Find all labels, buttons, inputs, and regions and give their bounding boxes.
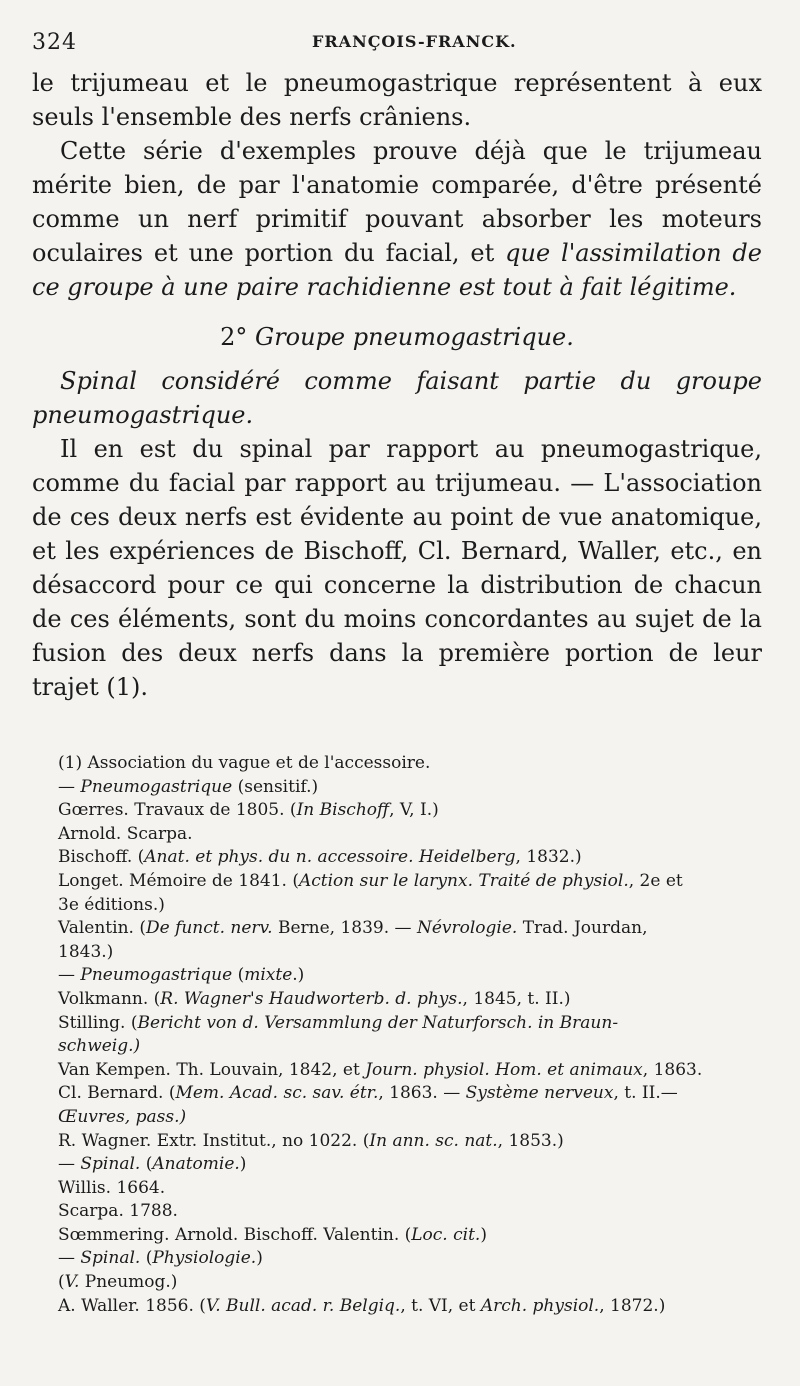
paragraph-3: Il en est du spinal par rapport au pneumogastrique, comme du facial par rapport au trijumeau. — L'association de ces deux nerfs est évidente au point de vue anatomique, et les expériences de Bischoff, Cl. Bernard, Waller, etc., en désaccord pour ce qui concerne la distribution de chacun de ces éléments, sont du moins concordantes au sujet de la fusion des deux nerfs dans la première portion de leur trajet (1). [32, 435, 762, 701]
footnote-line: Arnold. Scarpa. [58, 823, 193, 844]
paragraph-1: le trijumeau et le pneumogastrique représentent à eux seuls l'ensemble des nerfs crâniens. [32, 69, 762, 131]
footnote-line: (1) Association du vague et de l'accessoire. [58, 753, 431, 773]
footnote-line: Volkmann. (R. Wagner's Haudworterb. d. phys., 1845, t. II.) [58, 988, 571, 1009]
footnote-line: — Pneumogastrique (mixte.) [58, 965, 305, 986]
page-number: 324 [32, 30, 77, 55]
paragraph-2-emphasis: que l'assimilation de ce groupe à une paire rachidienne est tout à fait légitime. [32, 239, 762, 301]
footnote-line: (V. Pneumog.) [58, 1272, 178, 1293]
footnote-line: — Spinal. (Physiologie.) [58, 1248, 263, 1269]
footnote-line: Valentin. (De funct. nerv. Berne, 1839. — Névrologie. Trad. Jourdan, [58, 918, 648, 939]
paragraph-2-text: Cette série d'exemples prouve déjà que le trijumeau mérite bien, de par l'anatomie comparée, d'être présenté comme un nerf primitif pouvant absorber les moteurs oculaires et une portion du facial, et [32, 137, 762, 267]
paragraph-2 [32, 134, 762, 304]
footnote-line: Scarpa. 1788. [58, 1201, 178, 1222]
footnote-line: 3e éditions.) [58, 894, 165, 915]
page-header [32, 30, 760, 60]
footnote-line: 1843.) [58, 941, 114, 962]
footnote-line: Sœmmering. Arnold. Bischoff. Valentin. (Loc. cit.) [58, 1224, 487, 1245]
footnote-line: Œuvres, pass.) [58, 1106, 187, 1127]
footnote-line: Longet. Mémoire de 1841. (Action sur le larynx. Traité de physiol., 2e et [58, 870, 683, 891]
section-heading [32, 320, 762, 354]
subheading: Spinal considéré comme faisant partie du groupe pneumogastrique. [32, 367, 762, 429]
running-head: FRANÇOIS-FRANCK. [312, 32, 517, 51]
main-text [32, 66, 762, 704]
footnote-line: Gœrres. Travaux de 1805. (In Bischoff, V, I.) [58, 800, 439, 821]
footnote-line: Bischoff. (Anat. et phys. du n. accessoire. Heidelberg, 1832.) [58, 847, 582, 868]
footnote-line: A. Waller. 1856. (V. Bull. acad. r. Belgiq., t. VI, et Arch. physiol., 1872.) [58, 1295, 666, 1316]
section-title: Groupe pneumogastrique. [255, 323, 574, 351]
footnote-line: Stilling. (Bericht von d. Versammlung der Naturforsch. in Braun- [58, 1012, 619, 1033]
footnote-line: — Spinal. (Anatomie.) [58, 1154, 247, 1175]
footnote-line: schweig.) [58, 1036, 141, 1057]
footnote-line: Van Kempen. Th. Louvain, 1842, et Journ. physiol. Hom. et animaux, 1863. [58, 1059, 703, 1080]
footnote-line: R. Wagner. Extr. Institut., no 1022. (In ann. sc. nat., 1853.) [58, 1130, 564, 1151]
footnote-line: — Pneumogastrique (sensitif.) [58, 776, 319, 797]
footnote-line: Willis. 1664. [58, 1177, 166, 1198]
footnotes [58, 752, 766, 1318]
section-number: 2° [220, 323, 248, 351]
footnote-line: Cl. Bernard. (Mem. Acad. sc. sav. étr., 1863. — Système nerveux, t. II.— [58, 1083, 678, 1104]
